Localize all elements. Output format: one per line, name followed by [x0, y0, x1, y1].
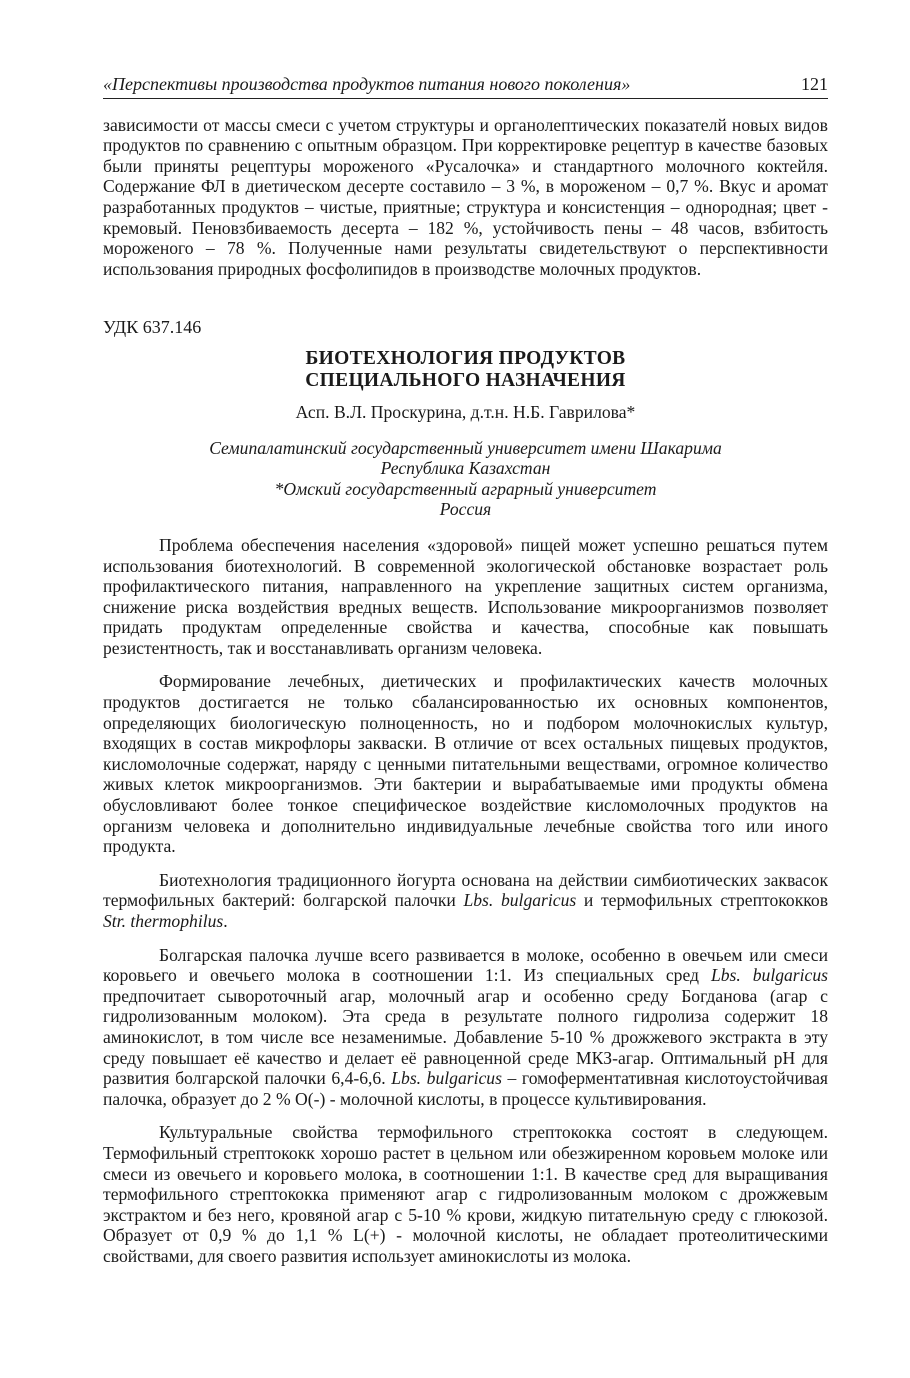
article-title-line-2: СПЕЦИАЛЬНОГО НАЗНАЧЕНИЯ — [305, 369, 626, 391]
p4-text-a: Болгарская палочка лучше всего развивается в молоке, особенно в овечьем или смеси коровьего и овечьего молока в соотношении 1:1. Из специальных сред — [103, 944, 828, 986]
article-title — [103, 348, 828, 392]
body-paragraph-4 — [103, 945, 828, 1110]
article-authors: Асп. В.Л. Проскурина, д.т.н. Н.Б. Гаврилова* — [295, 401, 636, 422]
affiliations — [103, 438, 828, 520]
running-title: «Перспективы производства продуктов питания нового поколения» — [103, 74, 631, 94]
affiliation-university-2: *Омский государственный аграрный университет — [274, 478, 657, 499]
body-paragraph-3 — [103, 870, 828, 932]
affiliation-university-1: Семипалатинский государственный университет имени Шакарима — [209, 437, 722, 458]
body-paragraph-2: Формирование лечебных, диетических и профилактических качеств молочных продуктов достигается не только сбалансированностью их основных компонентов, определяющих биологическую полноценность, но и подбором молочнокислых культур, входящих в состав микрофлоры закваски. В отличие от всех остальных пищевых продуктов, кисломолочные содержат, наряду с ценными питательными веществами, огромное количество живых клеток микроорганизмов. Эти бактерии и вырабатываемые ими продукты обмена обусловливают более тонкое специфическое воздействие кисломолочных продуктов на организм человека и дополнительно индивидуальные лечебные свойства того или иного продукта. — [103, 671, 828, 857]
species-lbs-bulgaricus-1: Lbs. bulgaricus — [710, 965, 828, 986]
continued-paragraph: зависимости от массы смеси с учетом структуры и органолептических показателй новых видов продуктов по сравнению с опытным образцом. При корректировке рецептур в качестве базовых были приняты рецептуры мороженого «Русалочка» и стандартного молочного коктейля. Содержание ФЛ в диетическом десерте составило – 3 %, в мороженом – 0,7 %. Вкус и аромат разработанных продуктов – чистые, приятные; структура и консистенция – однородная; цвет - кремовый. Пеновзбиваемость десерта – 182 %, устойчивость пены – 48 часов, взбитость мороженого – 78 %. Полученные нами результаты свидетельствуют о перспективности использования природных фосфолипидов в производстве молочных продуктов. — [103, 114, 828, 279]
p3-text-b: и термофильных стрептококков — [576, 890, 828, 911]
header-rule — [103, 98, 828, 99]
species-str-thermophilus: Str. thermophilus — [103, 911, 224, 931]
udk-code: УДК 637.146 — [103, 317, 202, 338]
p4-text-b: предпочитает сывороточный агар, молочный агар и особенно среду Богданова (агар с гидролизованным молоком). Эта среда в результате полного гидролиза содержит 18 аминокислот, в том числе все незаменимые. Добавление 5-10 % дрожжевого экстракта в эту среду повышает её качество и делает её равноценной среде МКЗ-агар. Оптимальный рН для развития болгарской палочки 6,4-6,6. — [103, 985, 828, 1089]
page-number: 121 — [801, 74, 828, 94]
affiliation-country-2: Россия — [439, 499, 492, 520]
affiliation-country-1: Республика Казахстан — [380, 458, 551, 479]
article-title-line-1: БИОТЕХНОЛОГИЯ ПРОДУКТОВ — [305, 347, 626, 369]
body-paragraph-5: Культуральные свойства термофильного стрептококка состоят в следующем. Термофильный стрептококк хорошо растет в цельном или обезжиренном коровьем молоке или смеси из овечьего и коровьего молока, в соотношении 1:1. В качестве сред для выращивания термофильного стрептококка применяют агар с гидролизованным молоком с дрожжевым экстрактом и без него, кровяной агар с 5-10 % крови, жидкую питательную среду с глюкозой. Образует от 0,9 % до 1,1 % L(+) - молочной кислоты, не обладает протеолитическими свойствами, для своего развития использует аминокислоты из молока. — [103, 1122, 828, 1266]
p3-text-a: Биотехнология традиционного йогурта основана на действии симбиотических заквасок термофильных бактерий: болгарской палочки — [103, 869, 828, 911]
species-lbs-bulgaricus-2: Lbs. bulgaricus — [391, 1068, 502, 1089]
p4-text-c: – гомоферментативная кислотоустойчивая палочка, образует до 2 % О(-) - молочной кислоты, в процессе культивирования. — [103, 1068, 829, 1109]
body-paragraph-1: Проблема обеспечения населения «здоровой» пищей может успешно решаться путем использования биотехнологий. В современной экологической обстановке возрастает роль профилактического питания, направленного на укрепление защитных систем организма, снижение риска воздействия вредных веществ. Использование микроорганизмов позволяет придать продуктам определенные свойства и качества, способные как повышать резистентность, так и восстанавливать организм человека. — [103, 534, 828, 658]
p3-text-c: . — [223, 911, 228, 931]
species-lbs-bulgaricus: Lbs. bulgaricus — [463, 890, 577, 911]
running-header — [103, 74, 828, 95]
